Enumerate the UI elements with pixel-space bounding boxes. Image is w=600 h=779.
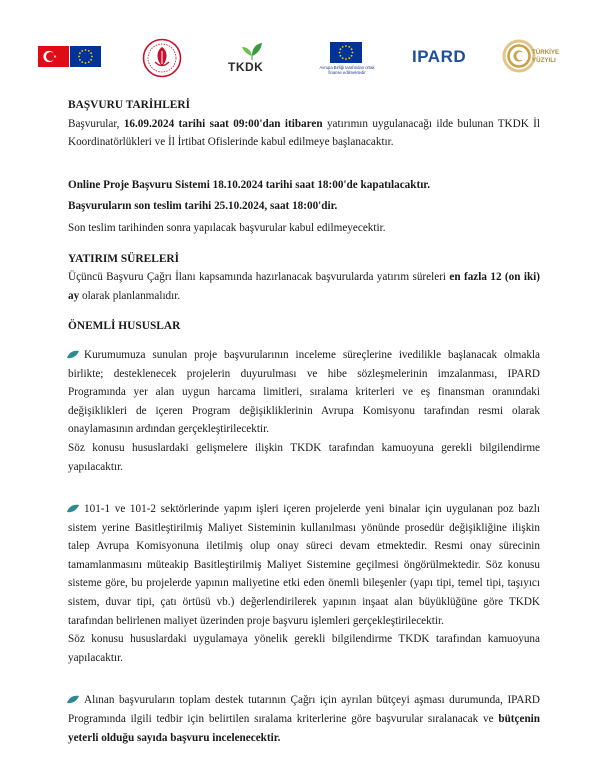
onemli-item-3-bold: bütçenin yeterli olduğu sayıda başvuru incelenecektir. [68, 713, 540, 744]
leaf-bullet-icon [66, 350, 80, 359]
onemli-item-1-note: Söz konusu hususlardaki gelişmelere ilişkin TKDK tarafından kamuoyuna gerekli bilgilendirme yapılacaktır. [68, 441, 540, 473]
online-system-close-text: Online Proje Başvuru Sistemi 18.10.2024 tarihi saat 18:00'de kapatılacaktır. [68, 178, 431, 191]
turkey-flag-icon [38, 46, 69, 67]
onemli-item-2: 101-1 ve 101-2 sektörlerinde yapım işleri içeren projelerde yeni binalar için uygulanan poz bazlı sistem yerine Basitleştirilmiş Maliyet Sisteminin kullanılması yönünde prosedür değişikliğine ilişkin talep Avrupa Komisyonuna iletilmiş olup onay süreci devam etmektedir. Resmi onay sürecinin tamamlanmasını müteakip Basitleştirilmiş Maliyet Sistemine geçilmesi öngörülmektedir. Söz konusu sisteme göre, bu projelerde yapının maliyetine etki eden önemli bileşenler (yapı tipi, temel tipi, taşıyıcı sistem, duvar tipi, çatı örtüsü vb.) değerlendirilerek yapının inşaat alan büyüklüğüne göre TKDK tarafından belirlenen maliyet üzerinden proje başvuru işlemleri gerçekleştirilecektir. [68, 503, 540, 627]
list-item [68, 346, 540, 476]
turkiye-yuzyili-line1: TÜRKİYE [532, 49, 560, 56]
eu-cofinance-caption: Avrupa Birliği tarafından ortak finanse edilmektedir [319, 65, 375, 75]
basvuru-heading: BAŞVURU TARİHLERİ [68, 99, 191, 111]
online-system-close [68, 176, 540, 195]
basvuru-start-date: 16.09.2024 tarihi saat 09:00'dan itibaren [123, 117, 323, 130]
eu-cofinance-flag-icon [330, 42, 362, 63]
final-deadline [68, 197, 540, 216]
ipard-logo-text: IPARD [412, 47, 467, 66]
turkiye-yuzyili-logo-icon [502, 39, 536, 73]
list-item [68, 500, 540, 667]
ministry-seal-icon [142, 38, 182, 78]
tkdk-logo-text: TKDK [228, 60, 264, 74]
leaf-bullet-icon [66, 504, 80, 513]
onemli-heading: ÖNEMLİ HUSUSLAR [68, 320, 181, 333]
turkiye-yuzyili-line2: YÜZYILI [532, 56, 556, 64]
final-deadline-text: Başvuruların son teslim tarihi 25.10.2024, saat 18:00'dir. [68, 200, 338, 213]
yatirim-heading: YATIRIM SÜRELERİ [68, 252, 180, 265]
turkiye-yuzyili-text [532, 49, 559, 64]
yatirim-lead: Üçüncü Başvuru Çağrı İlanı kapsamında hazırlanacak başvurularda yatırım süreleri [68, 271, 450, 284]
basvuru-p1-rest: yatırımın uygulanacağı ilde bulunan TKDK İl Koordinatörlükleri ve İl İrtibat Ofislerinde kabul edilmeye başlanacaktır. [68, 117, 540, 149]
leaf-bullet-icon [66, 695, 80, 704]
yatirim-paragraph [68, 268, 540, 305]
logo-row [0, 38, 600, 82]
onemli-item-3 [68, 691, 540, 747]
yatirim-max-duration: en fazla 12 (on iki) ay [68, 271, 540, 302]
eu-flag-icon [70, 46, 101, 67]
yatirim-rest: olarak planlanmalıdır. [79, 289, 181, 302]
basvuru-paragraph-1 [68, 115, 540, 152]
list-item [68, 691, 540, 747]
announcement-body [68, 96, 540, 747]
onemli-item-1: Kurumumuza sunulan proje başvurularının inceleme süreçlerine ivedilikle başlanacak olmakla birlikte; desteklenecek projelerin duyurulması ve hibe sözleşmelerinin imzalanması, IPARD Programında yer alan uygun harcama limitleri, sıralama kriterleri ve eş finansman oranındaki değişiklikleri de içeren Program değişikliklerinin Avrupa Komisyonu tarafından resmi olarak onaylamasının ardından gerçekleştirilecektir. [68, 348, 540, 436]
late-application-note: Son teslim tarihinden sonra yapılacak başvurular kabul edilmeyecektir. [68, 221, 386, 234]
onemli-item-3-lead: Alınan başvuruların toplam destek tutarının Çağrı için ayrılan bütçeyi aşması durumunda, IPARD Programında ilgili tedbir için belirtilen sıralama kriterlerine göre başvurular sıralanacak ve [68, 694, 540, 726]
onemli-item-2-note: Söz konusu hususlardaki uygulamaya yönelik gerekli bilgilendirme TKDK tarafından kamuoyuna yapılacaktır. [68, 633, 540, 664]
basvuru-p1-lead: Başvurular, [68, 117, 124, 130]
